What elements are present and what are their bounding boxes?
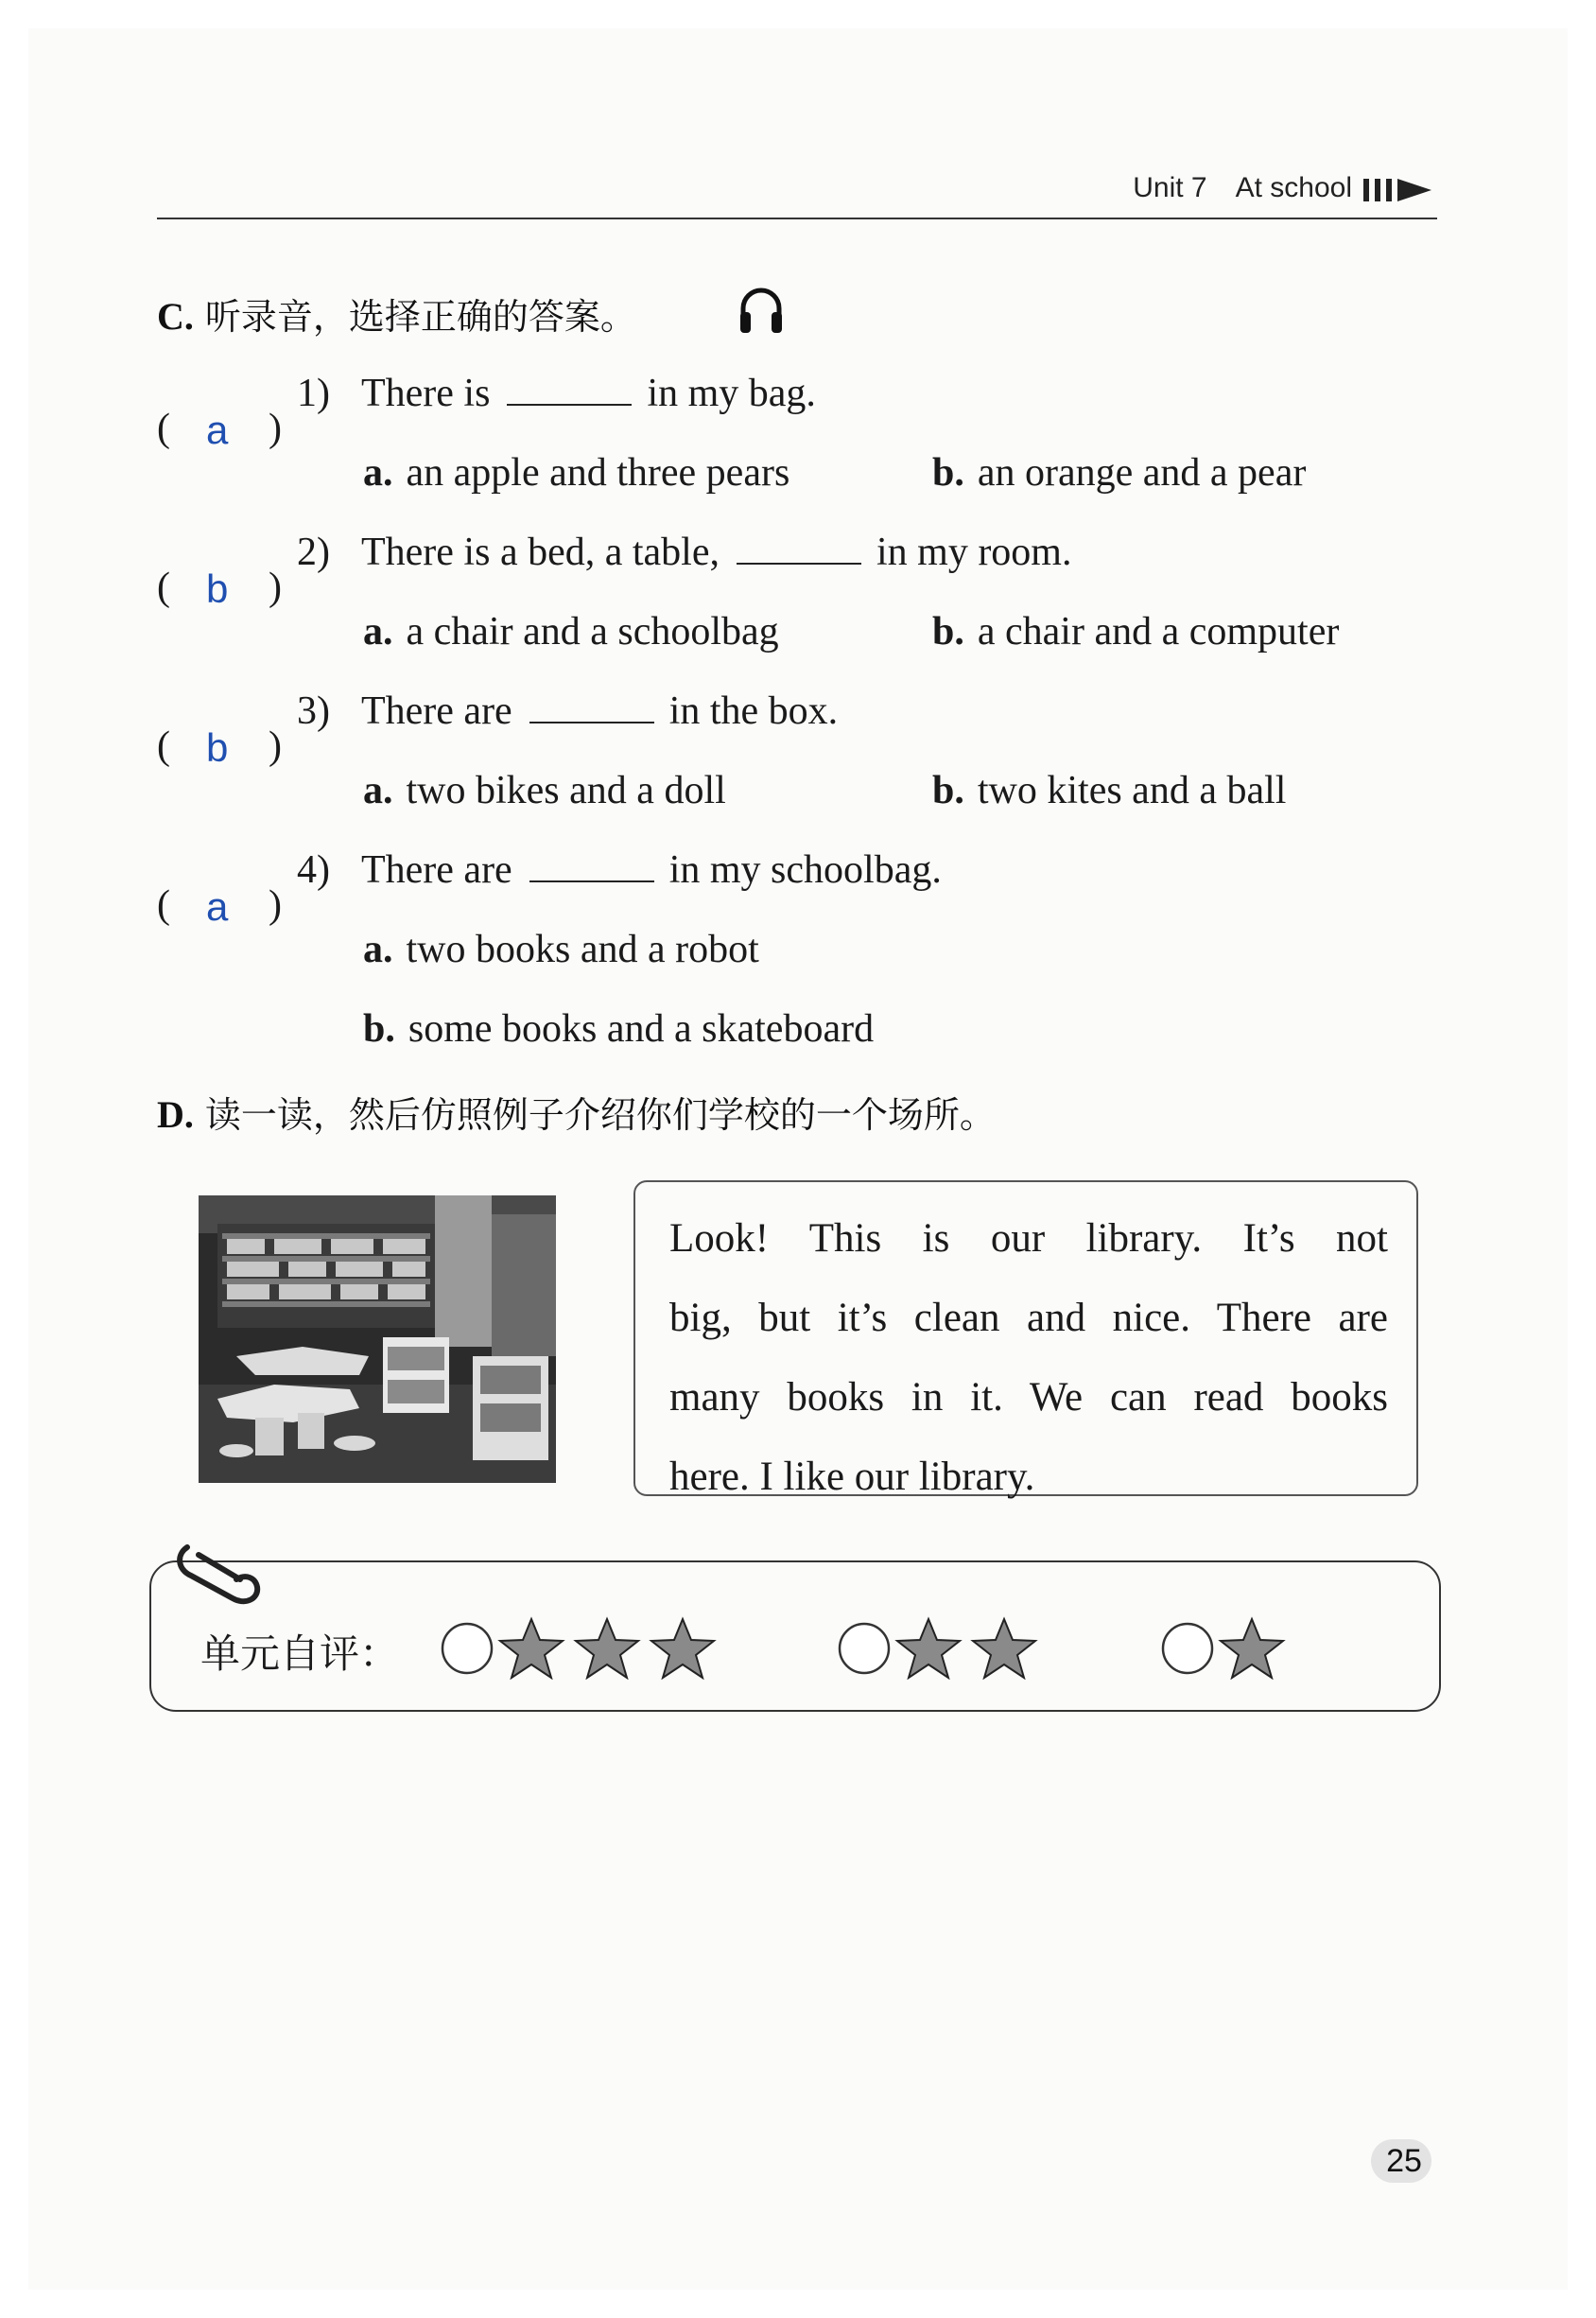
page-header [157,168,1437,219]
passage-line: here. I like our library. [669,1455,1035,1499]
star-icon [651,1619,714,1678]
answer-blank [737,531,861,565]
section-d-instruction: 读一读，然后仿照例子介绍你们学校的一个场所。 [204,1094,996,1136]
rating-circle[interactable] [1163,1624,1212,1673]
rating-three-stars[interactable] [441,1613,724,1680]
answer-4[interactable]: a [206,884,229,929]
rating-one-star[interactable] [1161,1613,1293,1680]
headphone-icon [737,284,785,337]
star-icon [576,1619,638,1678]
passage-line: many books in it. We can read books [669,1375,1388,1420]
answer-2[interactable]: b [206,566,229,611]
question-2: ( b ) 2) There is a bed, a table, in my room. [157,531,1072,611]
question-2-option-a: a. a chair and a schoolbag [363,610,779,654]
question-3: ( b ) 3) There are in the box. [157,689,839,770]
question-4: ( a ) 4) There are in my schoolbag. [157,848,942,929]
section-c-title: C. 听录音，选择正确的答案。 [157,295,636,338]
unit-number: Unit 7 [1133,172,1207,203]
star-icon [897,1619,960,1678]
question-1: ( a ) 1) There is in my bag. [157,372,816,452]
answer-blank [529,848,654,882]
question-3-option-a: a. two bikes and a doll [363,769,726,812]
sample-passage [633,1180,1418,1499]
unit-marker-icon [1362,176,1437,204]
passage-line: Look! This is our library. It’s not [669,1216,1388,1261]
star-icon [500,1619,563,1678]
star-icon [973,1619,1035,1678]
question-1-option-a: a. an apple and three pears [363,451,790,495]
unit-label [1133,172,1352,204]
paperclip-icon [170,1532,274,1617]
workbook-page [28,28,1568,2290]
question-4-option-a: a. two books and a robot [363,928,759,971]
passage-line: big, but it’s clean and nice. There are [669,1296,1388,1340]
question-1-option-b: b. an orange and a pear [932,451,1307,495]
answer-blank [507,372,632,406]
answer-1[interactable]: a [206,408,229,452]
star-icon [1221,1619,1283,1678]
question-2-option-b: b. a chair and a computer [932,610,1340,654]
answer-blank [529,689,654,723]
section-d-title: D. 读一读，然后仿照例子介绍你们学校的一个场所。 [157,1093,996,1136]
section-c-instruction: 听录音，选择正确的答案。 [204,296,636,338]
rating-circle[interactable] [442,1624,492,1673]
unit-topic: At school [1235,172,1352,203]
rating-circle[interactable] [840,1624,889,1673]
self-evaluation-label: 单元自评： [200,1630,400,1677]
question-3-option-b: b. two kites and a ball [932,769,1287,812]
rating-two-stars[interactable] [838,1613,1046,1680]
page-number: 25 [1386,2143,1422,2179]
question-4-option-b: b. some books and a skateboard [363,1007,875,1051]
answer-3[interactable]: b [206,725,229,770]
library-photo [199,1195,556,1483]
